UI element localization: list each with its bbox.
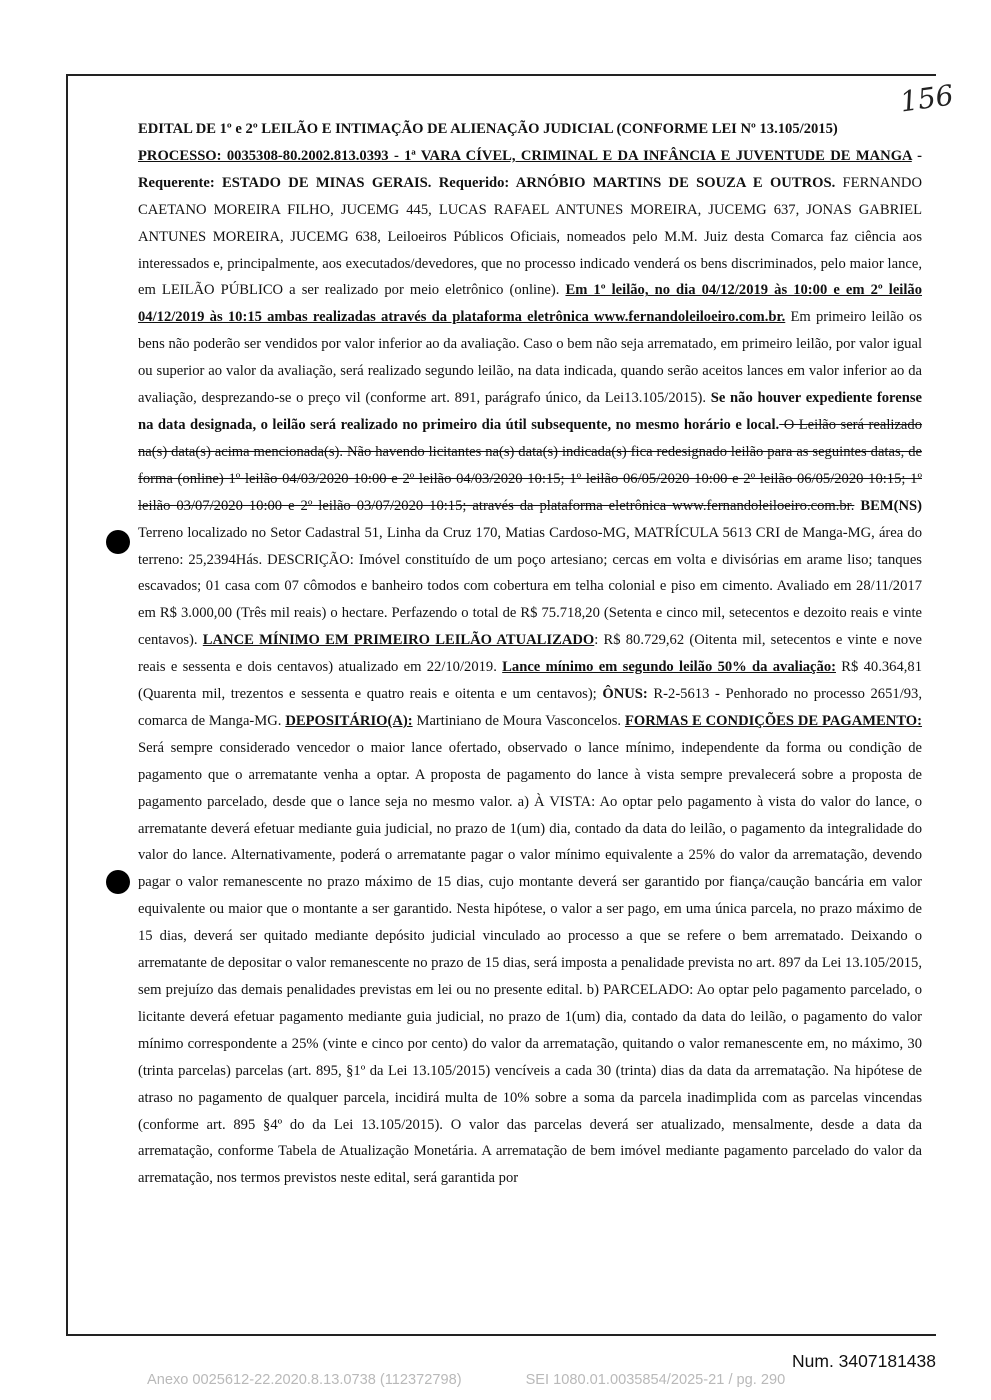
process-number: PROCESSO: 0035308-80.2002.813.0393 - 1ª VARA CÍVEL, CRIMINAL E DA INFÂNCIA E JUVENTUDE DE MANGA xyxy=(138,147,912,164)
onus-text: R-2-5613 - Penhorado no processo 2651/93, comarca de Manga-MG. xyxy=(138,686,922,729)
min-bid-second-value: R$ 40.364,81 (Quarenta mil, trezentos e sessenta e quatro reais e oitenta e um centavos); xyxy=(138,659,922,703)
min-bid-first-value: : R$ 80.729,62 (Oitenta mil, setecentos e vinte e nove reais e sessenta e dois centavos) atualizado em 22/10/2019. xyxy=(138,632,922,676)
process-parties: - Requerente: ESTADO DE MINAS GERAIS. Requerido: ARNÓBIO MARTINS DE SOUZA E OUTROS. xyxy=(138,147,922,191)
goods-label: BEM(NS) xyxy=(854,497,922,514)
holiday-rule: Se não houver expediente forense na data designada, o leilão será realizado no primeiro dia útil subsequente, no mesmo horário e local. xyxy=(138,390,922,433)
footer-annex: Anexo 0025612-22.2020.8.13.0738 (112372798) xyxy=(147,1372,462,1388)
footer-sei: SEI 1080.01.0035854/2025-21 / pg. 290 xyxy=(525,1372,786,1388)
min-bid-first-label: LANCE MÍNIMO EM PRIMEIRO LEILÃO ATUALIZADO xyxy=(202,632,595,649)
min-bid-second-label: Lance mínimo em segundo leilão 50% da avaliação: xyxy=(502,659,836,676)
depositary-text: Martiniano de Moura Vasconcelos. xyxy=(412,712,625,729)
onus-label: ÔNUS: xyxy=(602,686,648,703)
goods-description: Terreno localizado no Setor Cadastral 51, Linha da Cruz 170, Matias Cardoso-MG, MATRÍCULA 5613 CRI de Manga-MG, área do terreno: 25,2394Hás. DESCRIÇÃO: Imóvel constituído de um poço artesiano; cercas em volta e divisórias em arame liso; tanques escavados; 01 casa com 07 cômodos e banheiro todos com cobertura em telha colonial e piso em cimento. Avaliado em 28/11/2017 em R$ 3.000,00 (Três mil reais) o hectare. Perfazendo o total de R$ 75.718,20 (Setenta e cinco mil, setecentos e dezoito reais e vinte centavos). xyxy=(138,524,922,649)
punch-hole xyxy=(106,530,130,554)
payment-label: FORMAS E CONDIÇÕES DE PAGAMENTO: xyxy=(624,712,923,729)
first-auction-text: Em primeiro leilão os bens não poderão ser vendidos por valor inferior ao da avaliação. Caso o bem não seja arrematado, em primeiro leilão, por valor igual ou superior ao valor da avaliação, será realizado segundo leilão, na data indicada, quando serão aceitos lances em valor inferior ao da avaliação, desprezando-se o preço vil (conforme art. 891, parágrafo único, da Lei13.105/2015). xyxy=(138,309,923,407)
depositary-label: DEPOSITÁRIO(A): xyxy=(285,712,413,729)
redesignation-text: O Leilão será realizado na(s) data(s) acima mencionada(s). Não havendo licitantes na(s) data(s) indicada(s) fica redesignado leilão para as seguintes datas, de forma (online) 1º leilão 04/03/2020 10:00 e 2º leilão 04/03/2020 10:15; 1º leilão 06/05/2020 10:00 e 2º leilão 06/05/2020 10:15; 1º leilão 03/07/2020 10:00 e 2º leilão 03/07/2020 10:15; através da plataforma eletrônica www.fernandoleiloeiro.com.br. xyxy=(138,416,923,514)
auction-dates: Em 1º leilão, no dia 04/12/2019 às 10:00 e em 2º leilão 04/12/2019 às 10:15 ambas realizadas através da plataforma eletrônica www.fernandoleiloeiro.com.br. xyxy=(138,282,922,326)
handwritten-page-number: 156 xyxy=(897,78,956,119)
edital-title: EDITAL DE 1º e 2º LEILÃO E INTIMAÇÃO DE ALIENAÇÃO JUDICIAL (CONFORME LEI Nº 13.105/2015) xyxy=(138,121,838,137)
edital-body xyxy=(138,116,922,1192)
payment-text: Será sempre considerado vencedor o maior lance ofertado, observado o lance mínimo, independente da forma ou condição de pagamento que o arrematante venha a optar. A proposta de pagamento do lance à vista sempre prevalecerá sobre a proposta de pagamento parcelado, desde que o lance seja no mesmo valor. a) À VISTA: Ao optar pelo pagamento à vista do valor do lance, o arrematante deverá efetuar mediante guia judicial, no prazo de 1(um) dia, contado da data do leilão, o pagamento da integralidade do valor do lance. Alternativamente, poderá o arrematante pagar o valor mínimo equivalente a 25% do valor da arrematação, devendo pagar o valor remanescente no prazo máximo de 15 dias, cujo montante deverá ser garantido por fiança/caução bancária em valor equivalente ou maior que o montante a ser garantido. Nesta hipótese, o valor a ser pago, em uma única parcela, no prazo máximo de 15 dias, deverá ser quitado mediante depósito judicial vinculado ao processo a que se refere o bem arrematado. Deixando o arrematante de depositar o valor remanescente no prazo de 15 dias, será imposta a penalidade prevista no art. 897 da Lei 13.105/2015, sem prejuízo das demais penalidades previstas em lei ou no presente edital. b) PARCELADO: Ao optar pelo pagamento parcelado, o licitante deverá efetuar pagamento mediante guia judicial, no prazo de 1(um) dia, contado da data do leilão, o pagamento do valor mínimo correspondente a 25% (vinte e cinco por cento) do valor da arrematação, quitando o valor remanescente em, no máximo, 30 (trinta parcelas) parcelas (art. 895, §1º da Lei 13.105/2015) vencíveis a cada 30 (trinta) dias da data da arrematação. Na hipótese de atraso no pagamento de qualquer parcela, incidirá multa de 10% sobre a soma da parcela inadimplida com as parcelas vincendas (conforme art. 895 §4º do da Lei 13.105/2015). O valor das parcelas deverá ser atualizado, mensalmente, desde a data da arrematação, conforme Tabela de Atualização Monetária. A arrematação de bem imóvel mediante pagamento parcelado do valor da arrematação, nos termos previstos neste edital, será garantida por xyxy=(138,739,922,1187)
document-number: Num. 3407181438 xyxy=(792,1351,936,1371)
intro-text: FERNANDO CAETANO MOREIRA FILHO, JUCEMG 445, LUCAS RAFAEL ANTUNES MOREIRA, JUCEMG 637, JONAS GABRIEL ANTUNES MOREIRA, JUCEMG 638, Leiloeiros Públicos Oficiais, nomeados pelo M.M. Juiz desta Comarca faz ciência aos interessados e, principalmente, aos executados/devedores, que no processo indicado venderá os bens discriminados, pelo maior lance, em LEILÃO PÚBLICO a ser realizado por meio eletrônico (online). xyxy=(138,174,923,299)
footer xyxy=(147,1372,947,1388)
punch-hole xyxy=(106,870,130,894)
